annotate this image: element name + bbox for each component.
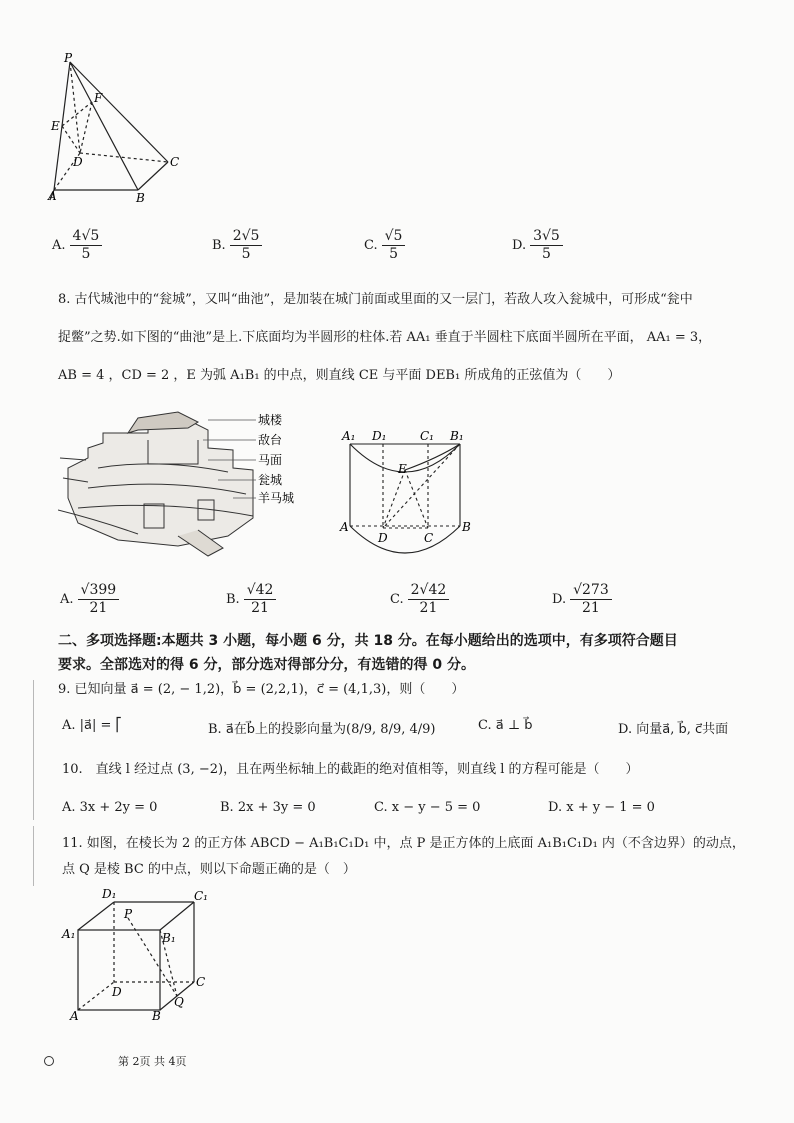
label-b: B [152,1009,161,1023]
label-d: D [378,531,388,545]
q10-option-a[interactable]: A. 3x + 2y = 0 [62,800,158,815]
q7-option-a[interactable]: A. $\frac{4√5}{5}$ [52,228,102,263]
q8-line1: 8. 古代城池中的“瓮城”，又叫“曲池”，是加装在城门前面或里面的又一层门，若敌人攻入瓮城中，可形成“瓮中 [58,292,693,307]
page-number: 第 2页 共 4页 [118,1055,187,1068]
castle-label-mamian: 马面 [258,453,283,467]
q9-option-b[interactable]: B. a⃗在b⃗上的投影向量为(8/9, 8/9, 4/9) [208,722,436,737]
q8-option-d[interactable]: D. $\frac{√273}{21}$ [552,582,612,617]
label-b1: B₁ [162,931,176,945]
q10-option-b[interactable]: B. 2x + 3y = 0 [220,800,316,815]
pyramid-figure [40,50,190,210]
label-p: P [124,907,133,921]
q10-option-c[interactable]: C. x − y − 5 = 0 [374,800,481,815]
q8-option-a[interactable]: A. $\frac{√399}{21}$ [60,582,119,617]
label-a: A [340,520,349,534]
label-d: D [73,155,83,169]
label-e: E [398,462,407,476]
q8-option-c[interactable]: C. $\frac{2√42}{21}$ [390,582,449,617]
punch-hole-icon [44,1056,54,1066]
cube-figure [58,884,218,1024]
castle-label-chenglou: 城楼 [258,413,283,427]
label-c1: C₁ [420,429,434,443]
castle-label-wengcheng: 瓮城 [258,473,283,487]
q7-option-b[interactable]: B. $\frac{2√5}{5}$ [212,228,262,263]
q7-option-c[interactable]: C. $\frac{√5}{5}$ [364,228,405,263]
q9-stem: 9. 已知向量 a⃗ = (2, − 1,2)，b⃗ = (2,2,1)，c⃗ = (4,1,3)，则（ ） [58,682,465,697]
label-d1: D₁ [102,887,117,901]
label-a1: A₁ [342,429,356,443]
label-c1: C₁ [194,889,208,903]
margin-line [33,826,34,886]
margin-line [33,680,34,820]
label-d1: D₁ [372,429,387,443]
q10-option-d[interactable]: D. x + y − 1 = 0 [548,800,655,815]
section2-header-line1: 二、多项选择题:本题共 3 小题，每小题 6 分，共 18 分。在每小题给出的选项中，有多项符合题目 [58,633,678,649]
half-cylinder-figure [338,428,478,558]
q9-option-a[interactable]: A. |a⃗| = ⎡ [62,718,123,733]
q9-option-c[interactable]: C. a⃗ ⊥ b⃗ [478,718,533,733]
label-d: D [112,985,122,999]
label-q: Q [174,995,184,1009]
label-f: F [94,91,103,105]
castle-label-ditai: 敌台 [258,433,283,447]
label-e: E [51,119,60,133]
q7-option-d[interactable]: D. $\frac{3√5}{5}$ [512,228,563,263]
label-b1: B₁ [450,429,464,443]
q8-option-b[interactable]: B. $\frac{√42}{21}$ [226,582,276,617]
label-b: B [462,520,471,534]
q9-option-d[interactable]: D. 向量a⃗, b⃗, c⃗共面 [618,722,729,737]
section2-header-line2: 要求。全部选对的得 6 分，部分选对得部分分，有选错的得 0 分。 [58,657,475,673]
q11-line2: 点 Q 是棱 BC 的中点，则以下命题正确的是（ ） [62,862,356,877]
label-p: P [64,51,73,65]
q11-line1: 11. 如图，在棱长为 2 的正方体 ABCD − A₁B₁C₁D₁ 中，点 P 是正方体的上底面 A₁B₁C₁D₁ 内（不含边界）的动点， [62,836,745,851]
q8-line2: 捉鳖”之势.如下图的“曲池”是上.下底面均为半圆形的柱体.若 AA₁ 垂直于半圆柱下底面半圆所在平面， AA₁ = 3， [58,330,712,345]
label-c: C [196,975,206,989]
label-c: C [170,155,180,169]
castle-illustration [58,408,308,558]
q8-line3: AB = 4 ，CD = 2 ，E 为弧 A₁B₁ 的中点，则直线 CE 与平面 DEB₁ 所成角的正弦值为（ ） [58,368,621,383]
q10-stem: 10. 直线 l 经过点 (3, −2)，且在两坐标轴上的截距的绝对值相等，则直线 l 的方程可能是（ ） [62,762,639,777]
label-a1: A₁ [62,927,76,941]
castle-label-yangmacheng: 羊马城 [258,491,295,505]
label-c: C [424,531,434,545]
label-a: A [70,1009,79,1023]
label-b: B [136,191,145,205]
label-a: A [48,189,57,203]
